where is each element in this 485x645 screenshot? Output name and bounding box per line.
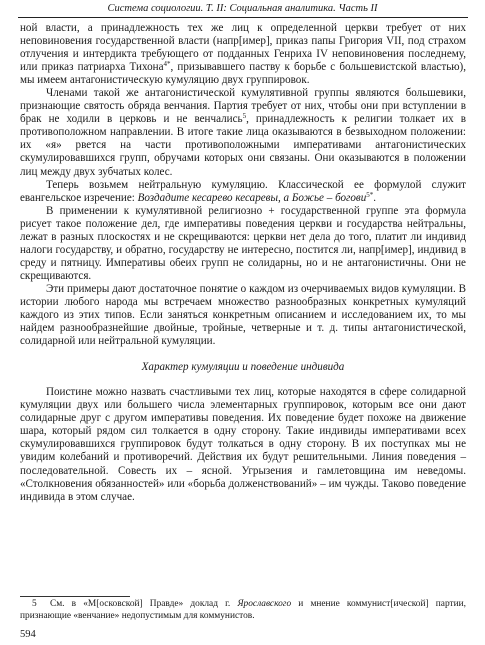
text-run: и мнение коммунист[ической] партии, признающие «венчание» недопустимым для коммунистов. [20,599,466,621]
text-run: Членами такой же антагонистической кумулятивной группы являются большевики, признающие святость обряда венчания. Партия требует от них, чтобы они при вступлении в брак не ходили в церковь и не венчались [20,87,466,126]
header-rule [18,17,468,18]
paragraph-p4 [20,205,466,283]
paragraph-p6 [20,386,466,503]
text-run: . [373,191,377,204]
text-run: Эти примеры дают достаточное понятие о каждом из очерчиваемых видов кумуляции. В истории любого народа мы встречаем множество разнообразных конкретных кумуляций каждого из этих типов. Если заняться конкретным описанием и исследованием их, то мы найдем разнообразнейшие двойные, тройные, четверные и т. д. типы антагонистической, солидарной или нейтральной кумуляции. [20,282,466,348]
paragraph-p1 [20,22,466,87]
paragraph-p2 [20,87,466,178]
footnote-rule [20,596,130,597]
text-run: Теперь возьмем нейтральную кумуляцию. Классической ее формулой служит евангельское изречение: [20,178,466,204]
footnote-marker: 4* [163,60,171,69]
section-title: Характер кумуляции и поведение индивида [141,361,345,374]
paragraph-p5 [20,283,466,348]
text-run: , призывавшего паству к борьбе с большевистской властью), мы имеем антагонистическую кумуляцию двух группировок. [20,61,467,87]
text-run: ной власти, а принадлежность тех же лиц к определенной церкви требует от них неповиновения государственной власти (напр[имер], приказ папы Григория VII, под страхом отлучения и интердикта требующего от подданных Генриха IV неповиновения последнему, или приказ патриарха Тихона [20,22,466,74]
text-run: В применении к кумулятивной религиозно + государственной группе эта формула рисует такое положение дел, где императивы поведения церкви и государства нейтральны, лежат в разных плоскостях и не скрещиваются: церкви нет дела до того, платит ли индивид налоги государству, и обратно, государству не интересно, постится ли, напр[имер], индивид в среду и пятницу. Императивы обеих групп не солидарны, но и не антагонистичны. Они не скрещиваются. [20,204,466,282]
text-run: , принадлежность к религии толкает их в противоположном направлении. В итоге такие лица оказываются в безвыходном положении: их «я» рвется на части противоположными императивами антагонистических скумулировавшихся групп, обручами которых они связаны. Они оказываются в положении лиц между двух зубчатых колес. [20,113,467,178]
paragraphs-before-section [20,22,466,348]
footnote-text [20,599,466,621]
footnote-marker: 5* [366,190,374,199]
text-run: Поистине можно назвать счастливыми тех лиц, которые находятся в сфере солидарной кумуляции двух или большего числа элементарных группировок, которым все они дают солидарные друг с другом императивы поведения. Их поведение будет похоже на движение шара, который рядом сил толкается в одну сторону. Такие индивиды императивами всех скумулировавшихся группировок будут толкаться в одну сторону. В их поступках мы не увидим колебаний и противоречий. Действия их будут решительными. Линия поведения – последовательной. Совесть их – ясной. Угрызения и гамлетовщина им неведомы. «Столкновения обязанностей» или «борьба долженствований» – им чужды. Таково поведение индивида в этом случае. [20,386,466,503]
page-number: 594 [20,629,36,640]
italic-text: Ярославского [237,599,292,609]
footnote-marker: 5 [242,112,247,121]
footnote-number: 5 [32,599,37,609]
footnote [20,598,466,622]
running-head: Система социологии. Т. II: Социальная аналитика. Часть II [107,3,378,14]
body-text [20,22,466,504]
paragraphs-after-section [20,386,466,503]
paragraph-p3 [20,179,466,205]
text-run: См. в «М[осковской] Правде» доклад г. [50,599,238,609]
italic-text: Воздадите кесарево кесаревы, а Божье – богови [137,191,367,204]
